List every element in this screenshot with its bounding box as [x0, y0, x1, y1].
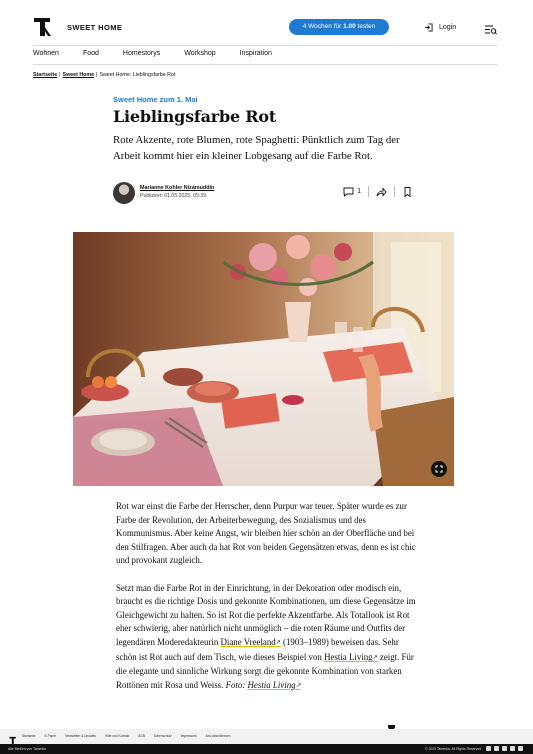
bookmark-icon: [402, 187, 413, 197]
footer-link[interactable]: Impressum: [180, 734, 197, 738]
menu-search-icon[interactable]: [485, 22, 497, 32]
footer-logo-icon[interactable]: [9, 732, 17, 741]
article-lead: Rote Akzente, rote Blumen, rote Spaghetti: Pünktlich zum Tag der Arbeit kommt hier ein kleiner Lobgesang auf die Farbe Rot.: [113, 134, 400, 162]
link-hestia-living-label: Hestia Living: [324, 651, 373, 662]
youtube-icon[interactable]: [518, 746, 523, 751]
social-links: [486, 746, 523, 751]
article-title: Lieblingsfarbe Rot: [113, 107, 277, 126]
publish-date: Publiziert: 01.05.2025, 05:39: [140, 193, 207, 199]
footer-link[interactable]: E-Paper: [44, 734, 57, 738]
paragraph-2-text-b: (1903–1989) beweisen das. Sehr schön ist Rot auch auf dem Tisch, wie dieses Beispiel von: [116, 636, 399, 662]
trial-suffix: testen: [355, 23, 376, 30]
paragraph-2-text-a: Setzt man die Farbe Rot in der Einrichtung, in der Dekoration oder modisch ein, braucht es die richtige Dosis und gekonnte Kombinationen, um diese Gegensätze im Gleichgewicht zu halten. So ist Rot die perfekte Akzentfarbe. Als Totallook ist Rot eher schwierig, aber natürlich nicht unmöglich – die roten Räume und Outfits der legendären Moderedakteurin: [116, 582, 416, 647]
site-header: [33, 14, 497, 44]
footer-link[interactable]: Hilfe und Kontakt: [105, 734, 130, 738]
author-avatar[interactable]: [113, 182, 135, 204]
link-diane-vreeland[interactable]: Diane Vreeland↗: [220, 636, 281, 647]
footer-link[interactable]: Abo abschliessen: [205, 734, 231, 738]
instagram-icon[interactable]: [502, 746, 507, 751]
breadcrumb-current: Sweet Home: Lieblingsfarbe Rot: [99, 72, 176, 78]
footer-link[interactable]: Startseite: [22, 734, 36, 738]
author-row: [113, 181, 420, 207]
article-body: [116, 500, 418, 707]
footer-link[interactable]: Newsletter & Updates: [65, 734, 96, 738]
share-button[interactable]: [369, 187, 394, 197]
footer-copyright: © 2025 Tamedia. All Rights Reserved: [425, 747, 482, 751]
photo-credit-prefix: Foto:: [225, 679, 248, 690]
breadcrumb-section[interactable]: Sweet Home: [62, 72, 95, 78]
comments-button[interactable]: [336, 187, 368, 197]
article-image: [73, 232, 454, 486]
login-icon: [424, 23, 433, 32]
footer-bar: [0, 744, 533, 754]
article-actions: [336, 186, 420, 197]
link-hestia-living-credit-label: Hestia Living: [247, 679, 296, 690]
main-nav: [33, 50, 296, 57]
breadcrumb-home[interactable]: Startseite: [33, 72, 58, 78]
brand-name[interactable]: SWEET HOME: [67, 23, 123, 32]
link-hestia-living-credit[interactable]: Hestia Living↗: [247, 679, 301, 690]
link-hestia-living[interactable]: Hestia Living↗: [324, 651, 378, 662]
x-icon[interactable]: [494, 746, 499, 751]
breadcrumb: Startseite | Sweet Home | Sweet Home: Lieblingsfarbe Rot: [33, 72, 176, 78]
trial-price: 1.00: [343, 23, 356, 30]
footer-link[interactable]: AGB: [138, 734, 146, 738]
footer-link[interactable]: Datenschutz: [154, 734, 172, 738]
trial-button[interactable]: [289, 19, 389, 35]
nav-item-inspiration[interactable]: Inspiration: [239, 50, 272, 57]
trial-prefix: 4 Wochen für: [302, 23, 344, 30]
paragraph-2: [116, 582, 418, 694]
facebook-icon[interactable]: [486, 746, 491, 751]
article-kicker: Sweet Home zum 1. Mai: [113, 95, 198, 104]
author-name[interactable]: Marianne Kohler Nizamuddin: [140, 185, 215, 191]
share-icon: [376, 187, 387, 197]
header-divider: [33, 45, 497, 46]
footer-network[interactable]: Alle Medien von Tamedia: [8, 747, 46, 751]
nav-divider: [33, 64, 497, 65]
login-button[interactable]: [424, 23, 456, 32]
linkedin-icon[interactable]: [510, 746, 515, 751]
comment-icon: [343, 187, 354, 197]
link-diane-vreeland-label: Diane Vreeland: [220, 636, 276, 647]
paragraph-1: Rot war einst die Farbe der Herrscher, denn Purpur war teuer. Später wurde es zur Farbe der Revolution, der Arbeiterbewegung, des Sozialismus und des Kommunismus. Aber keine Angst, wir bleiben hier schön an der Oberfläche und bei den Stilfragen. Aber auch da hat Rot von beiden Gegensätzen etwas, denn es ist chic und provokant zugleich.: [116, 501, 416, 566]
footer-links: [22, 734, 240, 738]
nav-item-wohnen[interactable]: Wohnen: [33, 50, 59, 57]
nav-item-homestorys[interactable]: Homestorys: [122, 50, 161, 57]
expand-icon: [435, 465, 443, 473]
nav-item-workshop[interactable]: Workshop: [184, 50, 216, 57]
bookmark-button[interactable]: [395, 187, 420, 197]
nav-item-food[interactable]: Food: [82, 50, 99, 57]
paragraph-2-text-c: zeigt. Für die elegante und sinnliche Wirkung sorgt die gekonnte Kombination von starken Rottönen mit Rosa und Weiss.: [116, 651, 414, 690]
logo-icon[interactable]: [33, 16, 53, 38]
comment-count: 1: [357, 188, 361, 195]
expand-image-button[interactable]: [431, 461, 447, 477]
login-label: Login: [439, 24, 457, 31]
